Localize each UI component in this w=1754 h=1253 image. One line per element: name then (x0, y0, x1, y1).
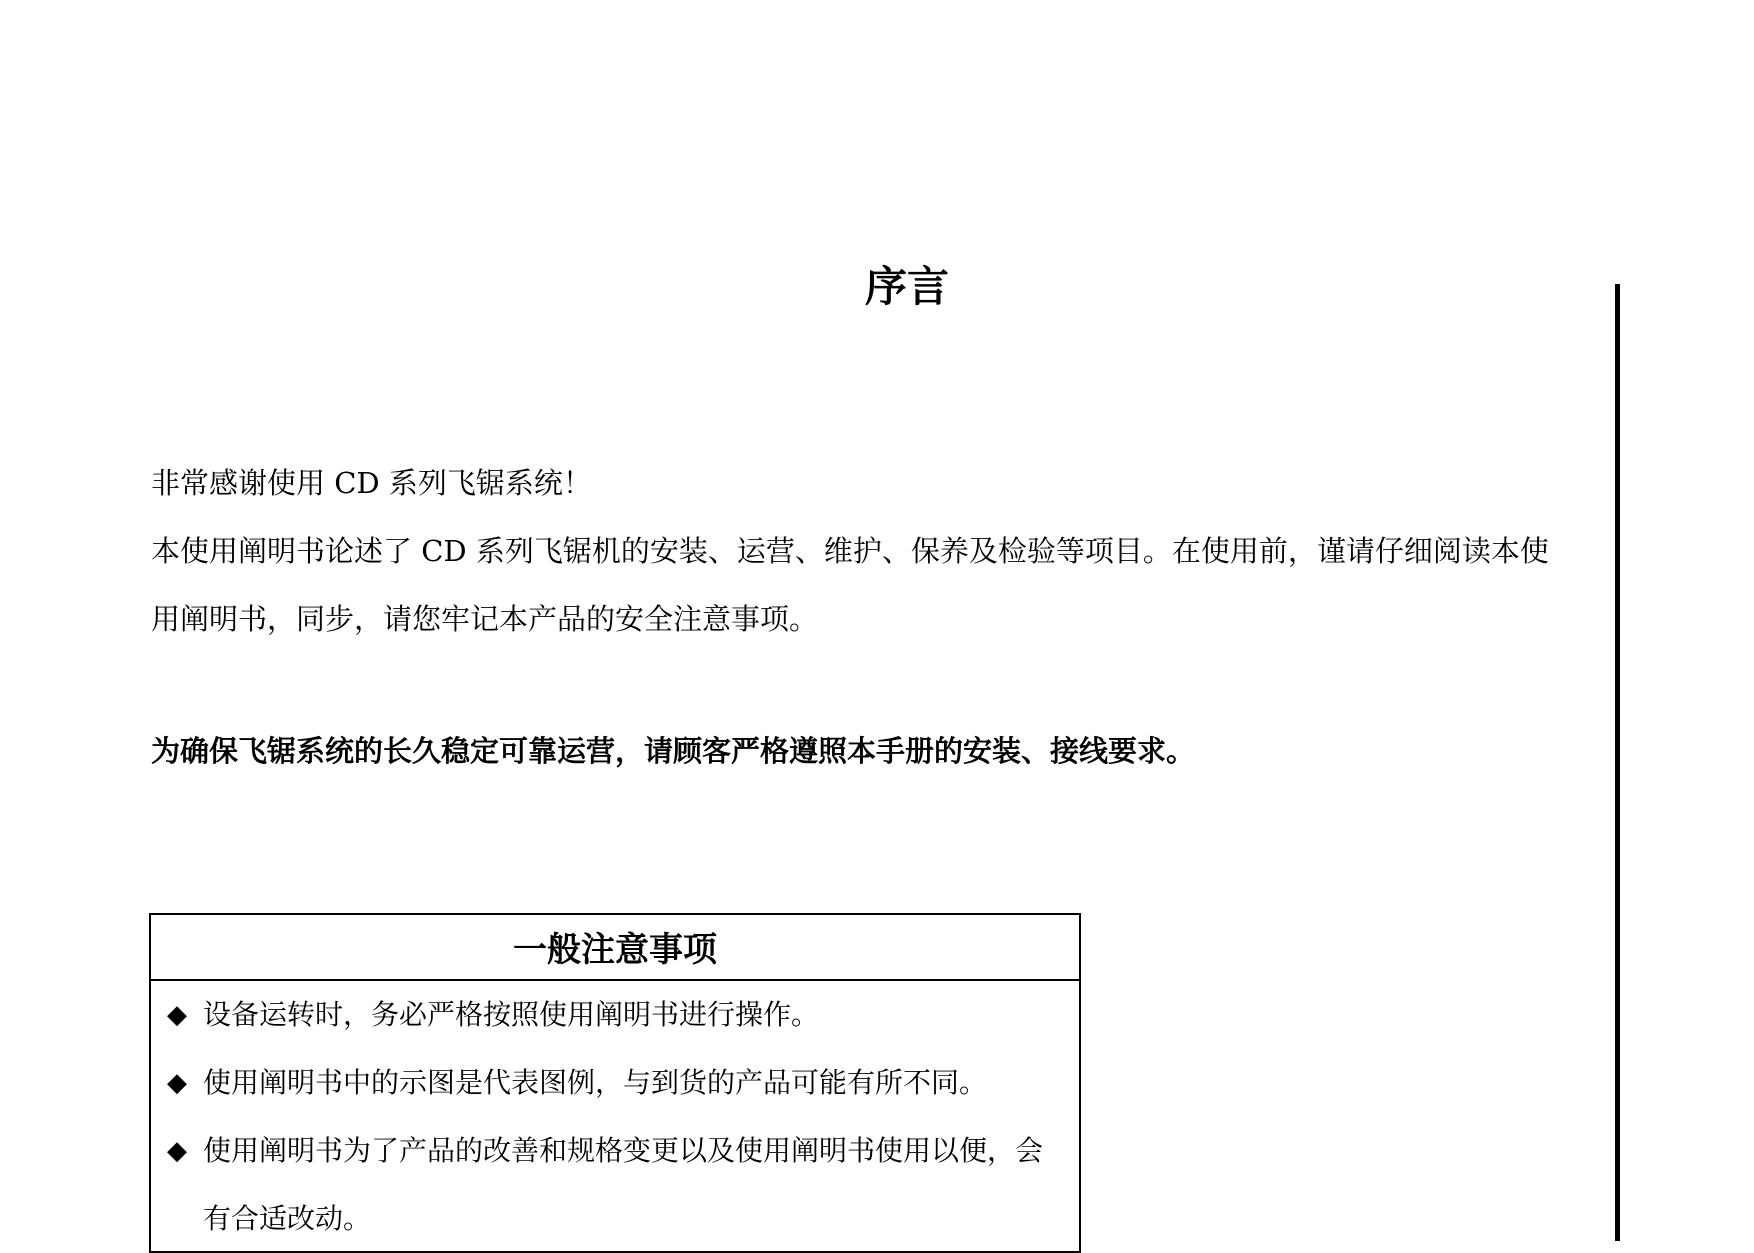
intro-paragraph (151, 458, 1621, 662)
diamond-bullet-icon: ◆ (167, 1136, 187, 1166)
intro-line-description: 本使用阐明书论述了 CD 系列飞锯机的安装、运营、维护、保养及检验等项目。在使用前，谨请仔细阅读本使 (151, 534, 1549, 568)
general-notes-title: 一般注意事项 (151, 915, 1079, 981)
list-item (167, 1049, 1063, 1117)
note-text: 设备运转时，务必严格按照使用阐明书进行操作。 (203, 998, 820, 1031)
list-item (167, 1117, 1063, 1253)
intro-line-reminder: 用阐明书，同步，请您牢记本产品的安全注意事项。 (151, 602, 819, 636)
installation-notice: 为确保飞锯系统的长久稳定可靠运营，请顾客严格遵照本手册的安装、接线要求。 (151, 734, 1196, 768)
note-text: 使用阐明书为了产品的改善和规格变更以及使用阐明书使用以便，会有合适改动。 (203, 1134, 1044, 1235)
intro-line-thanks: 非常感谢使用 CD 系列飞锯系统！ (151, 466, 592, 500)
diamond-bullet-icon: ◆ (167, 1068, 187, 1098)
note-text: 使用阐明书中的示图是代表图例，与到货的产品可能有所不同。 (203, 1066, 988, 1099)
general-notes-box (149, 913, 1081, 1253)
general-notes-list (151, 981, 1079, 1253)
right-margin-rule (1615, 284, 1620, 1241)
diamond-bullet-icon: ◆ (167, 1000, 187, 1030)
list-item (167, 981, 1063, 1049)
page-title: 序言 (864, 262, 949, 311)
